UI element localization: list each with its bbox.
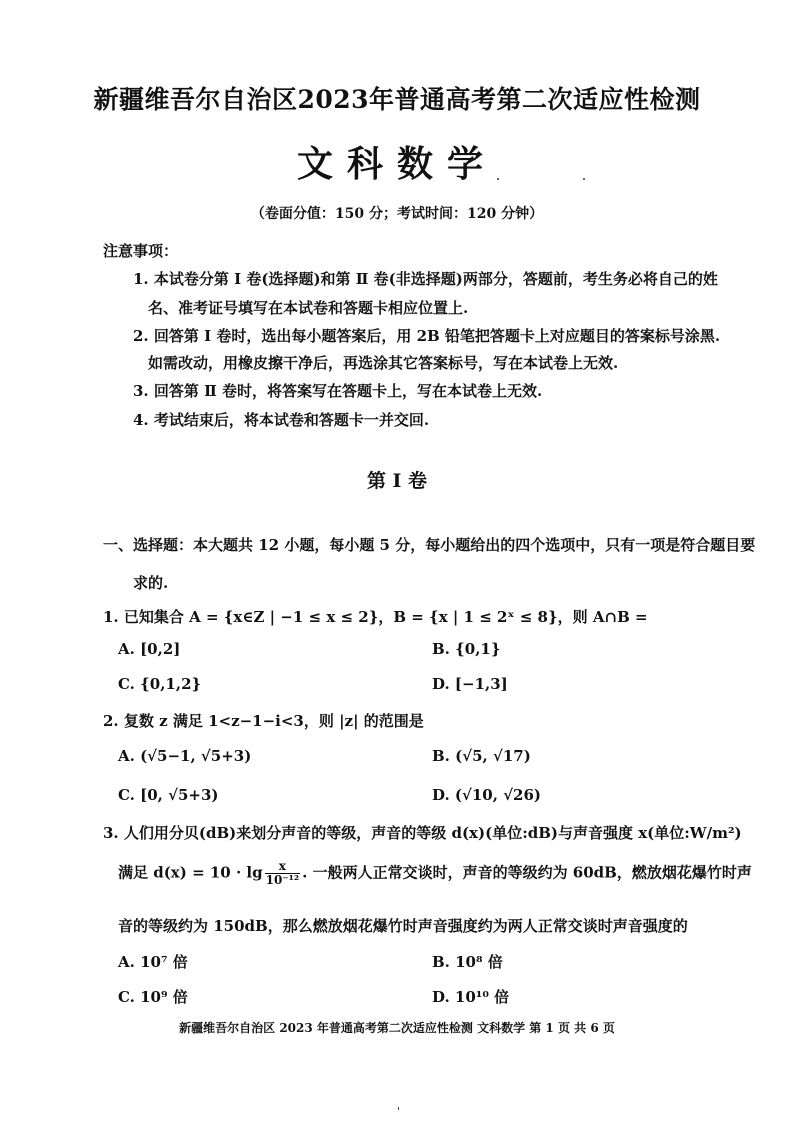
scan-speck bbox=[497, 178, 499, 180]
notice-line: 名、准考证号填写在本试卷和答题卡相应位置上. bbox=[148, 299, 469, 317]
notice-line: 1. 本试卷分第 Ⅰ 卷(选择题)和第 Ⅱ 卷(非选择题)两部分，答题前，考生务必将自己的姓 bbox=[133, 270, 718, 288]
notice-line: 如需改动，用橡皮擦干净后，再选涂其它答案标号，写在本试卷上无效. bbox=[148, 354, 619, 372]
formula-fraction bbox=[265, 860, 301, 887]
part-title: 第 Ⅰ 卷 bbox=[366, 470, 428, 492]
scan-speck bbox=[398, 1107, 399, 1110]
question-2-stem: 2. 复数 z 满足 1<z−1−i<3，则 |z| 的范围是 bbox=[103, 712, 424, 730]
question-2-option-a: A. (√5−1, √5+3) bbox=[118, 747, 252, 765]
question-3-option-b: B. 10⁸ 倍 bbox=[432, 953, 503, 971]
notice-heading: 注意事项： bbox=[103, 242, 179, 260]
question-3-option-c: C. 10⁹ 倍 bbox=[118, 988, 188, 1006]
notice-line: 4. 考试结束后，将本试卷和答题卡一并交回. bbox=[133, 411, 430, 429]
question-1-option-d: D. [−1,3] bbox=[432, 675, 508, 693]
question-3-stem-line-2 bbox=[118, 860, 752, 887]
question-1-option-b: B. {0,1} bbox=[432, 640, 501, 658]
scan-speck bbox=[583, 178, 585, 180]
question-2-option-d: D. (√10, √26) bbox=[432, 786, 542, 804]
question-3-option-d: D. 10¹⁰ 倍 bbox=[432, 988, 510, 1006]
page-footer: 新疆维吾尔自治区 2023 年普通高考第二次适应性检测 文科数学 第 1 页 共 6 页 bbox=[179, 1021, 615, 1035]
section-heading-cont: 求的. bbox=[133, 574, 169, 592]
question-1-option-c: C. {0,1,2} bbox=[118, 675, 202, 693]
subject-title: 文科数学 bbox=[296, 143, 497, 185]
section-heading: 一、选择题：本大题共 12 小题，每小题 5 分，每小题给出的四个选项中，只有一项是符合题目要 bbox=[103, 536, 756, 554]
fraction-denominator: 10⁻¹² bbox=[265, 873, 300, 887]
exam-meta: （卷面分值：150 分；考试时间：120 分钟） bbox=[250, 206, 544, 222]
exam-title: 新疆维吾尔自治区2023年普通高考第二次适应性检测 bbox=[93, 85, 701, 114]
question-2-option-b: B. (√5, √17) bbox=[432, 747, 531, 765]
formula-prefix: 满足 d(x) = 10 · lg bbox=[118, 863, 263, 882]
question-1-option-a: A. [0,2] bbox=[118, 640, 181, 658]
question-3-stem-line-1: 3. 人们用分贝(dB)来划分声音的等级，声音的等级 d(x)(单位:dB)与声音强度 x(单位:W/m²) bbox=[103, 824, 742, 842]
formula-suffix: . 一般两人正常交谈时，声音的等级约为 60dB，燃放烟花爆竹时声 bbox=[302, 863, 752, 882]
notice-line: 3. 回答第 Ⅱ 卷时，将答案写在答题卡上，写在本试卷上无效. bbox=[133, 382, 543, 400]
fraction-numerator: x bbox=[265, 860, 301, 874]
question-1-stem: 1. 已知集合 A = {x∈Z | −1 ≤ x ≤ 2}，B = {x | 1 ≤ 2ˣ ≤ 8}，则 A∩B = bbox=[103, 608, 648, 626]
question-3-option-a: A. 10⁷ 倍 bbox=[118, 953, 188, 971]
notice-line: 2. 回答第 Ⅰ 卷时，选出每小题答案后，用 2B 铅笔把答题卡上对应题目的答案标号涂黑. bbox=[133, 327, 721, 345]
question-3-stem-line-3: 音的等级约为 150dB，那么燃放烟花爆竹时声音强度约为两人正常交谈时声音强度的 bbox=[118, 917, 688, 935]
question-2-option-c: C. [0, √5+3) bbox=[118, 786, 219, 804]
